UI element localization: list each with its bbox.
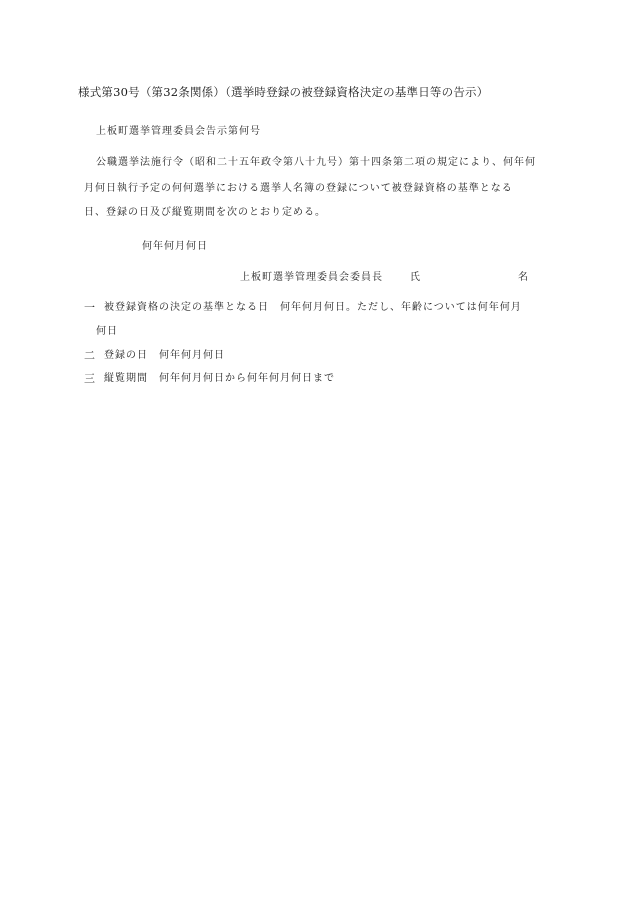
signatory-given-name: 名 [518, 272, 529, 283]
item-2-number: 二 [84, 349, 95, 362]
signatory-title: 上板町選挙管理委員会委員長 [240, 272, 383, 283]
signatory-surname: 氏 [410, 272, 421, 283]
item-3-number: 三 [84, 372, 95, 385]
body-line-2: 月何日執行予定の何何選挙における選挙人名簿の登録について被登録資格の基準となる [84, 183, 513, 194]
item-1-number: 一 [84, 301, 95, 314]
item-1-continuation: 何日 [96, 326, 118, 337]
form-title: 様式第30号（第32条関係）（選挙時登録の被登録資格決定の基準日等の告示） [78, 85, 489, 99]
body-line-1: 公職選挙法施行令（昭和二十五年政令第八十九号）第十四条第二項の規定により、何年何 [96, 157, 536, 168]
item-3-text: 縦覧期間 何年何月何日から何年何月何日まで [104, 373, 335, 384]
notice-date: 何年何月何日 [142, 241, 208, 252]
item-2-text: 登録の日 何年何月何日 [104, 350, 225, 361]
body-line-3: 日、登録の日及び縦覧期間を次のとおり定める。 [84, 207, 326, 218]
item-1-text: 被登録資格の決定の基準となる日 何年何月何日。ただし、年齢については何年何月 [104, 302, 522, 313]
notice-number: 上板町選挙管理委員会告示第何号 [96, 126, 261, 137]
